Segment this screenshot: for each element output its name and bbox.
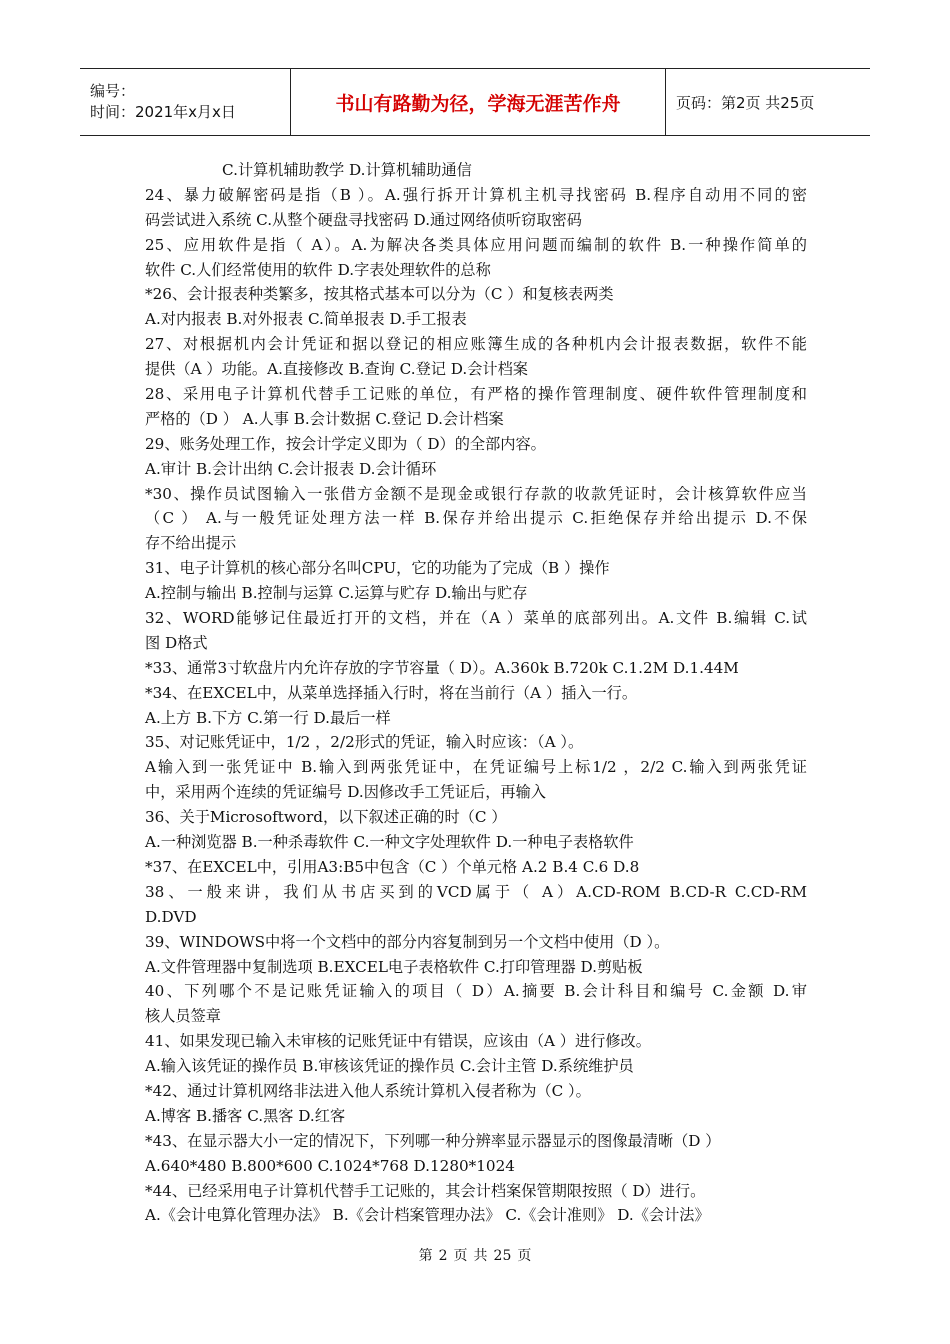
text-line: D.DVD [145, 907, 197, 926]
text-line: 码尝试进入系统 C.从整个硬盘寻找密码 D.通过网络侦听窃取密码 [145, 210, 582, 229]
text-line: C.计算机辅助教学 D.计算机辅助通信 [222, 161, 472, 179]
text-line: A.控制与输出 B.控制与运算 C.运算与贮存 D.输出与贮存 [145, 584, 528, 603]
text-line: A.博客 B.播客 C.黑客 D.红客 [145, 1106, 346, 1125]
text-line: 核人员签章 [145, 1007, 221, 1026]
text-line: A.《会计电算化管理办法》 B.《会计档案管理办法》 C.《会计准则》 D.《会计法》 [145, 1206, 710, 1225]
text-line: A.审计 B.会计出纳 C.会计报表 D.会计循环 [145, 459, 437, 478]
footer-di: 第 [418, 1248, 433, 1264]
text-line: A.640*480 B.800*600 C.1024*768 D.1280*1024 [145, 1156, 515, 1175]
text-line: A.文件管理器中复制选项 B.EXCEL电子表格软件 C.打印管理器 D.剪贴板 [145, 957, 643, 976]
footer-ye-end: 页 [517, 1248, 532, 1264]
page-footer [0, 1245, 950, 1265]
text-line: *37、在EXCEL中，引用A3:B5中包含（C ）个单元格 A.2 B.4 C.6 D.8 [145, 857, 640, 876]
header-motto: 书山有路勤为径，学海无涯苦作舟 [291, 69, 666, 136]
text-line: 软件 C.人们经常使用的软件 D.字表处理软件的总称 [145, 260, 491, 279]
header-page-label: 页码：第2页 共25页 [666, 69, 871, 136]
page-header [80, 68, 870, 136]
text-line: （C ） A.与一般凭证处理方法一样 B.保存并给出提示 C.拒绝保存并给出提示 D.不保 [145, 509, 807, 528]
text-line: 31、电子计算机的核心部分名叫CPU，它的功能为了完成（B ）操作 [145, 559, 610, 578]
text-line: 存不给出提示 [145, 534, 237, 553]
text-line: 32、WORD能够记住最近打开的文档，并在（A ）菜单的底部列出。A.文件 B.编辑 C.试 [145, 609, 807, 628]
text-line: 39、WINDOWS中将一个文档中的部分内容复制到另一个文档中使用（D ）。 [145, 932, 670, 951]
text-line: 36、关于Microsoftword，以下叙述正确的时（C ） [145, 808, 507, 827]
text-line: 提供（A ）功能。A.直接修改 B.查询 C.登记 D.会计档案 [145, 360, 528, 379]
text-line: 28、采用电子计算机代替手工记账的单位，有严格的操作管理制度、硬件软件管理制度和 [145, 385, 807, 404]
text-line: 图 D格式 [145, 633, 208, 652]
text-line: A输入到一张凭证中 B.输入到两张凭证中，在凭证编号上标1/2 ，2/2 C.输入到两张凭证 [145, 758, 807, 777]
number-label: 编号： [90, 82, 136, 100]
text-line: 25、应用软件是指（ A）。A.为解决各类具体应用问题而编制的软件 B.一种操作简单的 [145, 235, 807, 254]
text-line: A.对内报表 B.对外报表 C.简单报表 D.手工报表 [145, 310, 467, 329]
time-label: 时间：2021年x月x日 [90, 103, 236, 121]
text-line: 29、账务处理工作，按会计学定义即为（ D）的全部内容。 [145, 434, 546, 453]
text-line: A.一种浏览器 B.一种杀毒软件 C.一种文字处理软件 D.一种电子表格软件 [145, 833, 634, 852]
text-line: *44、已经采用电子计算机代替手工记账的，其会计档案保管期限按照（ D）进行。 [145, 1181, 706, 1200]
footer-gong: 共 [473, 1248, 488, 1264]
footer-page-number: 2 [438, 1248, 448, 1264]
text-line: A.上方 B.下方 C.第一行 D.最后一样 [145, 708, 391, 727]
text-line: *26、会计报表种类繁多，按其格式基本可以分为（C ）和复核表两类 [145, 285, 614, 304]
text-line: *33、通常3寸软盘片内允许存放的字节容量（ D）。A.360k B.720k C.1.2M D.1.44M [145, 658, 739, 677]
text-line: 24、暴力破解密码是指（B ）。A.强行拆开计算机主机寻找密码 B.程序自动用不同的密 [145, 185, 807, 204]
text-line: *34、在EXCEL中，从菜单选择插入行时，将在当前行（A ）插入一行。 [145, 683, 638, 702]
text-line: *42、通过计算机网络非法进入他人系统计算机入侵者称为（C ）。 [145, 1081, 591, 1100]
text-line: 41、如果发现已输入未审核的记账凭证中有错误，应该由（A ）进行修改。 [145, 1032, 651, 1051]
header-meta [80, 69, 291, 136]
text-line: 40、下列哪个不是记账凭证输入的项目（ D）A.摘要 B.会计科目和编号 C.金额 D.审 [145, 982, 807, 1001]
text-line: 严格的（D ） A.人事 B.会计数据 C.登记 D.会计档案 [145, 409, 504, 428]
text-line: *30、操作员试图输入一张借方金额不是现金或银行存款的收款凭证时，会计核算软件应当 [145, 484, 807, 503]
text-line: *43、在显示器大小一定的情况下，下列哪一种分辨率显示器显示的图像最清晰（D ） [145, 1131, 721, 1150]
footer-total-pages: 25 [493, 1248, 512, 1264]
text-line: 38、一般来讲，我们从书店买到的VCD属于（ A）A.CD-ROM B.CD-R C.CD-RM [145, 882, 807, 901]
text-line: 35、对记账凭证中，1/2 ，2/2形式的凭证，输入时应该：（A ）。 [145, 733, 584, 752]
text-line: 27、对根据机内会计凭证和据以登记的相应账簿生成的各种机内会计报表数据，软件不能 [145, 335, 807, 354]
text-line: 中，采用两个连续的凭证编号 D.因修改手工凭证后，再输入 [145, 783, 546, 802]
text-line: A.输入该凭证的操作员 B.审核该凭证的操作员 C.会计主管 D.系统维护员 [145, 1057, 634, 1076]
footer-ye: 页 [453, 1248, 468, 1264]
question-body [145, 158, 807, 1228]
